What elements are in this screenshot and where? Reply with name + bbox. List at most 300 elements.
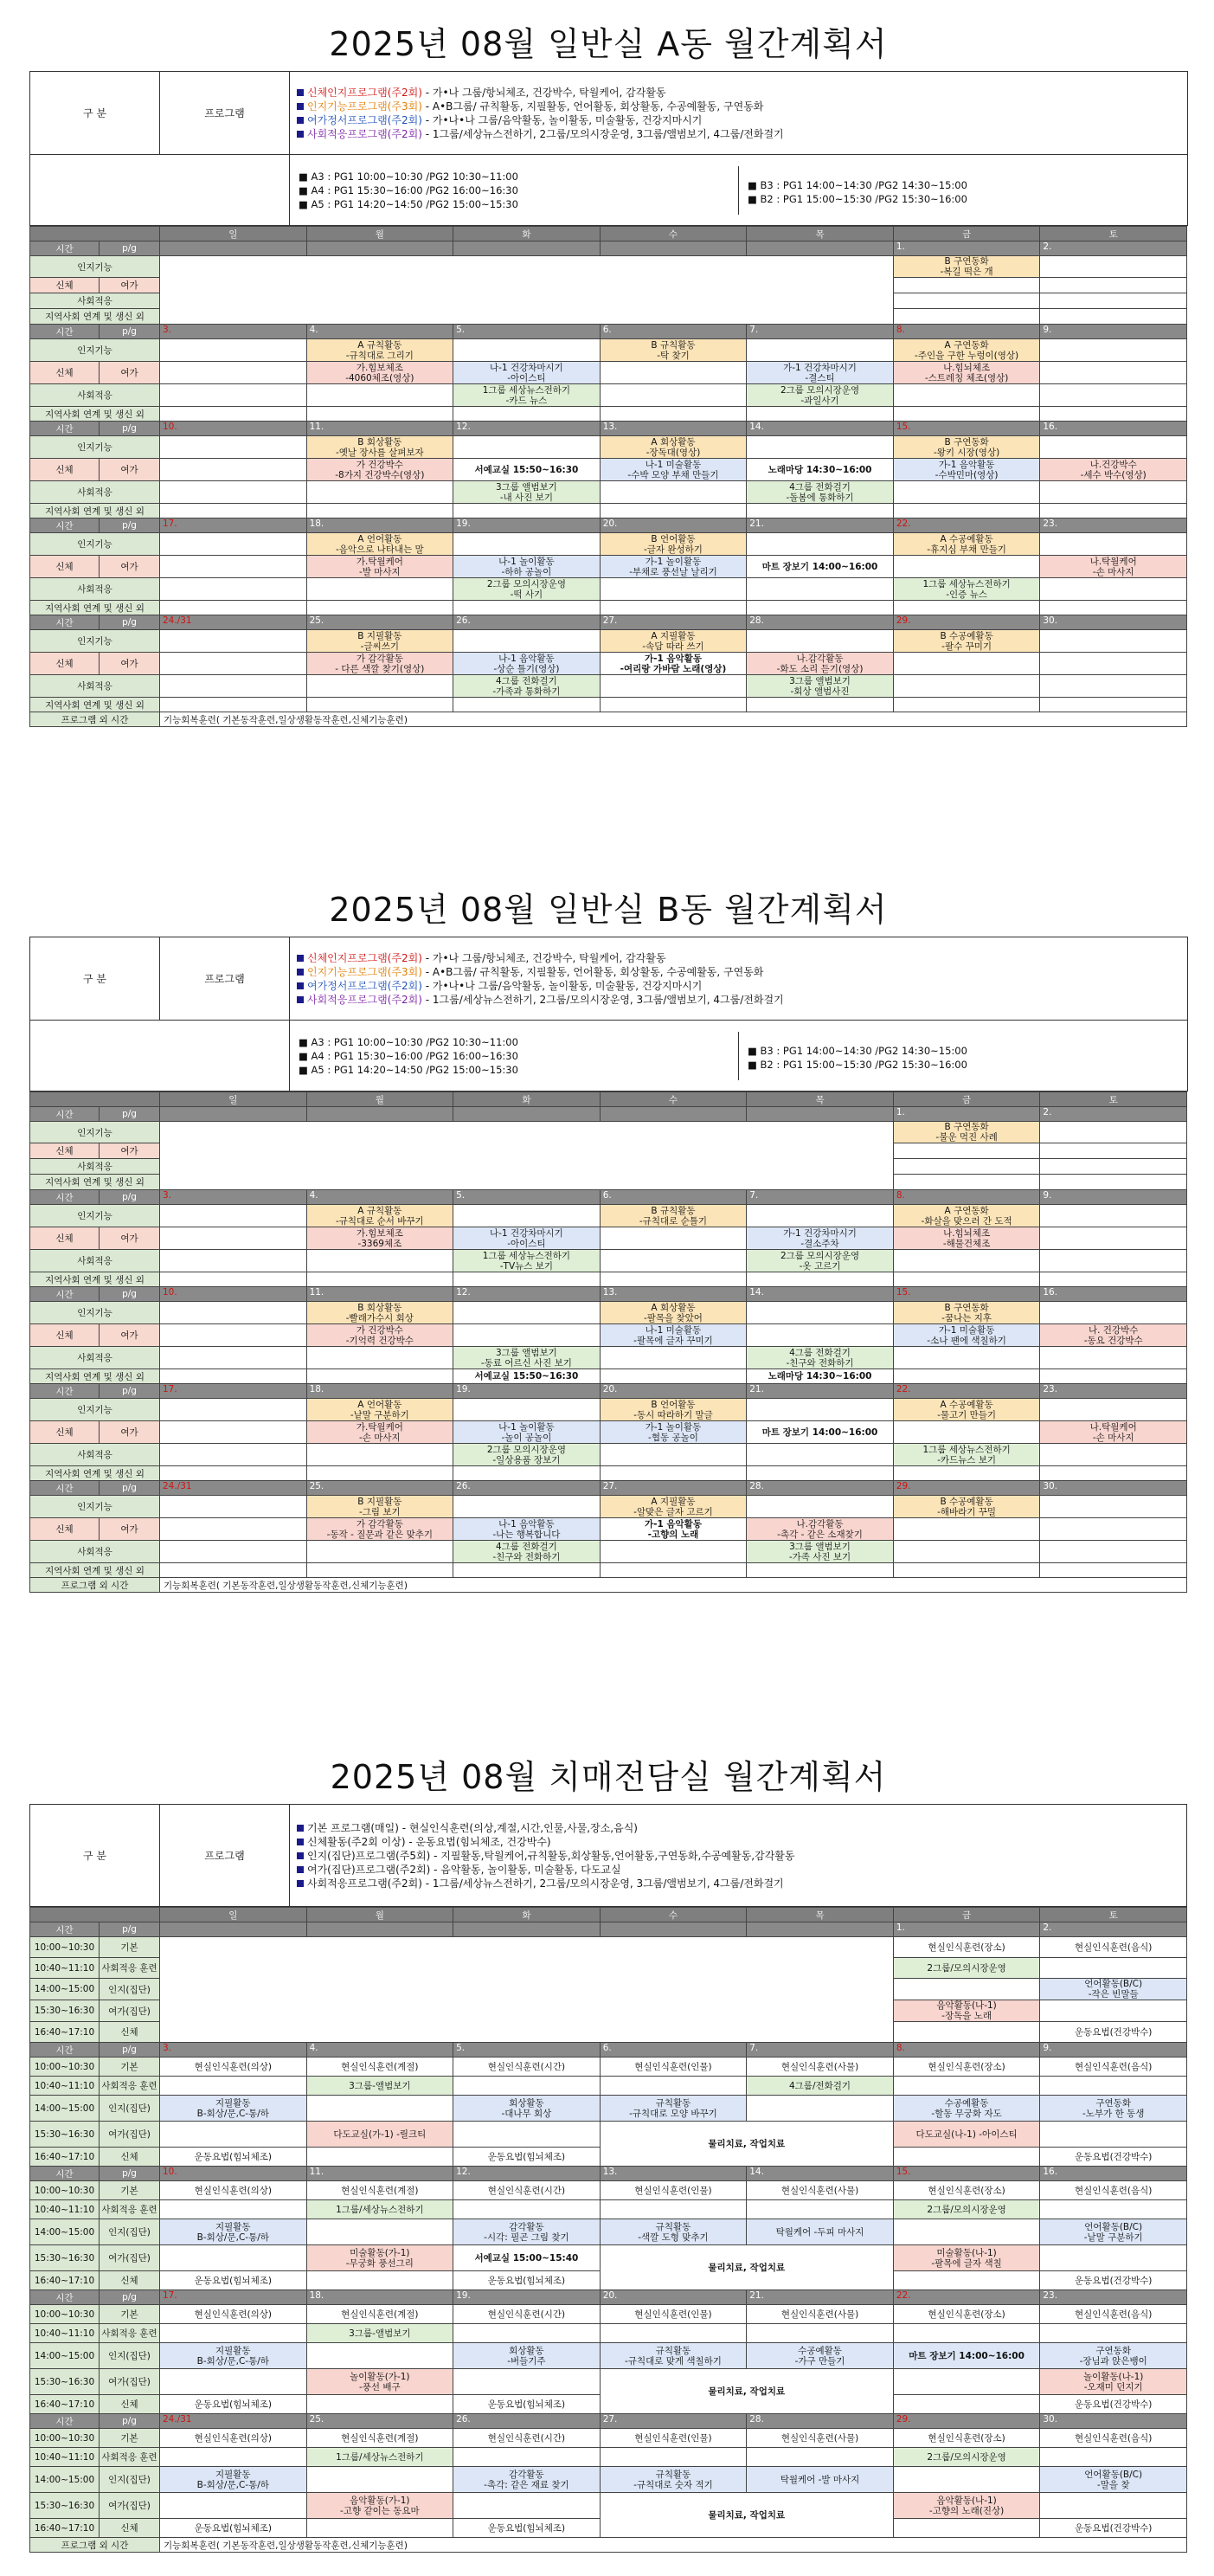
slot-time: 14:00~15:00	[30, 2343, 100, 2369]
schedule-row	[30, 1399, 1187, 1421]
schedule-cell	[453, 2493, 601, 2519]
row-label: 신체	[30, 459, 100, 481]
schedule-cell	[306, 2343, 453, 2369]
schedule-cell: 현실인식훈련(음식)	[1040, 2429, 1187, 2448]
schedule-cell: 현실인식훈련(의상)	[160, 2305, 307, 2324]
schedule-cell: 현실인식훈련(시간)	[453, 2429, 601, 2448]
schedule-row	[30, 1250, 1187, 1272]
schedule-cell	[600, 1369, 747, 1384]
day-name: 화	[453, 227, 601, 242]
schedule-cell	[747, 1272, 894, 1287]
slot-time: 16:40~17:10	[30, 2148, 100, 2167]
schedule-cell: 3그룹 앨범보기 -회상 앨범사진	[747, 675, 894, 698]
date-number: 26.	[453, 1481, 601, 1496]
schedule-cell: B 언어활동 -동시 따라하기 말글	[600, 1399, 747, 1421]
schedule-cell	[306, 384, 453, 407]
times-a	[290, 1032, 738, 1080]
row-label: 신체	[30, 1324, 100, 1347]
schedule-cell: 현실인식훈련(음식)	[1040, 2181, 1187, 2200]
schedule-cell: 운동요법(건강박수)	[1040, 2395, 1187, 2414]
legend-list	[290, 1805, 1187, 1907]
slot-label: 신체	[100, 2271, 160, 2290]
schedule-cell: 지필활동 B-회상/문,C-통/하	[160, 2219, 307, 2245]
slot-label: 기본	[100, 1937, 160, 1958]
date-number: 15.	[893, 422, 1040, 436]
date-number: 9.	[1040, 2043, 1187, 2058]
schedule-cell	[306, 1347, 453, 1369]
schedule-row	[30, 384, 1187, 407]
row-label: 인지기능	[30, 1399, 160, 1421]
schedule-cell	[747, 1205, 894, 1227]
schedule-cell: 운동요법(힘뇌체조)	[453, 2395, 601, 2414]
schedule-cell	[600, 362, 747, 384]
schedule-row	[30, 1369, 1187, 1384]
schedule-row	[30, 675, 1187, 698]
schedule-cell: 운동요법(건강박수)	[1040, 2022, 1187, 2043]
schedule-cell: 가.힘보체조 -4060체조(영상)	[306, 362, 453, 384]
date-number: 11.	[306, 2167, 453, 2181]
schedule-cell	[1040, 1227, 1187, 1250]
row-label: 인지기능	[30, 533, 160, 556]
schedule-row	[30, 459, 1187, 481]
week-separator	[30, 2414, 1187, 2429]
therapy-cell: 물리치료, 작업치료	[600, 2369, 893, 2414]
bullet-icon	[297, 117, 304, 124]
calendar-a	[29, 226, 1187, 727]
schedule-cell	[160, 2077, 307, 2096]
bullet-icon	[297, 955, 304, 962]
schedule-cell	[747, 1563, 894, 1578]
pg-label: p/g	[100, 1384, 160, 1399]
schedule-cell: 운동요법(힘뇌체조)	[160, 2271, 307, 2290]
schedule-cell: 가.탁월케어 -발 마사지	[306, 556, 453, 578]
date-number: 28.	[747, 1481, 894, 1496]
schedule-cell	[160, 1541, 307, 1563]
schedule-cell: 가-1 놀이활동 -협동 공놀이	[600, 1421, 747, 1444]
slot-time: 10:40~11:10	[30, 2200, 100, 2219]
legend-item	[297, 100, 1180, 113]
schedule-cell: 나.감각활동 -촉각 - 같은 소재찾기	[747, 1518, 894, 1541]
schedule-cell	[893, 2369, 1040, 2395]
schedule-cell	[600, 1541, 747, 1563]
schedule-cell: 나.힘뇌체조 -스트레칭 체조(영상)	[893, 362, 1040, 384]
schedule-cell	[893, 1369, 1040, 1384]
schedule-cell	[1040, 1518, 1187, 1541]
schedule-cell: A 구연동화 -주인을 구한 누렁이(영상)	[893, 339, 1040, 362]
legend-head: 사회적응프로그램(주2회)	[307, 993, 422, 1006]
legend-table	[29, 1804, 1187, 1907]
week-separator	[30, 422, 1187, 436]
schedule-row	[30, 2077, 1187, 2096]
schedule-cell: 가-1 음악활동 -고향의 노래	[600, 1518, 747, 1541]
schedule-cell	[160, 2200, 307, 2219]
schedule-cell: 현실인식훈련(장소)	[893, 2181, 1040, 2200]
time-label: 시간	[30, 2414, 100, 2429]
schedule-row	[30, 1496, 1187, 1518]
week-separator	[30, 2043, 1187, 2058]
schedule-cell	[893, 481, 1040, 504]
date-number: 4.	[306, 325, 453, 339]
time-line: ■ B3 : PG1 14:00~14:30 /PG2 14:30~15:00	[748, 178, 967, 191]
schedule-cell: 나-1 음악활동 -상순 틀기(영상)	[453, 653, 601, 675]
day-name: 토	[1040, 1908, 1187, 1922]
date-number: 2.	[1040, 1107, 1187, 1122]
schedule-cell: 2그룹 모의시장운영 -과일사기	[747, 384, 894, 407]
date-number: 13.	[600, 1287, 747, 1302]
schedule-cell: 구연동화 -장님과 앉은뱅이	[1040, 2343, 1187, 2369]
date-number: 16.	[1040, 422, 1187, 436]
week-separator	[30, 1922, 1187, 1937]
schedule-cell	[747, 698, 894, 712]
therapy-cell: 물리치료, 작업치료	[600, 2122, 893, 2167]
schedule-cell	[160, 2369, 307, 2395]
date-number: 22.	[893, 2290, 1040, 2305]
time-line: ■ A4 : PG1 15:30~16:00 /PG2 16:00~16:30	[299, 1049, 518, 1062]
date-number: 28.	[747, 615, 894, 630]
banner	[160, 256, 894, 325]
schedule-row	[30, 2096, 1187, 2122]
schedule-row	[30, 407, 1187, 422]
schedule-cell	[893, 1272, 1040, 1287]
slot-time: 10:40~11:10	[30, 2448, 100, 2467]
time-line: ■ A5 : PG1 14:20~14:50 /PG2 15:00~15:30	[299, 197, 518, 210]
schedule-row	[30, 2219, 1187, 2245]
schedule-cell	[1040, 1272, 1187, 1287]
date-number: 5.	[453, 2043, 601, 2058]
schedule-cell	[160, 1421, 307, 1444]
schedule-cell: 현실인식훈련(사물)	[747, 2305, 894, 2324]
schedule-cell: 가 감각활동 - 다른 색깔 찾기(영상)	[306, 653, 453, 675]
schedule-cell: B 구연동화 -꿈나는 지후	[893, 1302, 1040, 1324]
slot-label: 사회적응 훈련	[100, 1958, 160, 1979]
schedule-cell	[1040, 362, 1187, 384]
schedule-cell	[893, 675, 1040, 698]
row-sublabel: 여가	[100, 362, 160, 384]
schedule-cell: B 수공예활동 -해바라기 꾸밀	[893, 1496, 1040, 1518]
date-number: 22.	[893, 1384, 1040, 1399]
row-label: 사회적응	[30, 1347, 160, 1369]
schedule-cell	[1040, 278, 1187, 293]
schedule-cell	[306, 1563, 453, 1578]
schedule-cell: 4그룹 전화걸기 -돌봄에 통화하기	[747, 481, 894, 504]
legend-item	[297, 113, 1180, 127]
schedule-row	[30, 481, 1187, 504]
schedule-cell	[1040, 293, 1187, 309]
row-label: 인지기능	[30, 436, 160, 459]
row-sublabel: 여가	[100, 1227, 160, 1250]
day-name: 일	[160, 227, 307, 242]
date-number: 12.	[453, 1287, 601, 1302]
week-separator	[30, 1287, 1187, 1302]
pg-label: p/g	[100, 2414, 160, 2429]
schedule-cell: 나-1 건강차마시기 -아이스티	[453, 362, 601, 384]
row-sublabel: 여가	[100, 459, 160, 481]
schedule-row	[30, 436, 1187, 459]
date-number: 10.	[160, 2167, 307, 2181]
schedule-row	[30, 1466, 1187, 1481]
schedule-cell: 가-1 음악활동 -여리랑 가바람 노래(영상)	[600, 653, 747, 675]
week-separator	[30, 1384, 1187, 1399]
schedule-cell: 음악활동(나-1) -고향의 노래(진상)	[893, 2493, 1040, 2519]
schedule-cell	[306, 1369, 453, 1384]
sheet-a	[29, 17, 1187, 727]
schedule-cell	[306, 2148, 453, 2167]
legend-desc: 사회적응프로그램(주2회) - 1그룹/세상뉴스전하기, 2그룹/모의시장운영, 3그룹/앨범보기, 4그룹/전화걸기	[307, 1877, 784, 1890]
legend-head: 신체인지프로그램(주2회)	[307, 86, 422, 99]
date-number: 27.	[600, 1481, 747, 1496]
schedule-cell: 현실인식훈련(계절)	[306, 2429, 453, 2448]
date-number: 12.	[453, 422, 601, 436]
date-number: 7.	[747, 325, 894, 339]
banner	[160, 1122, 894, 1190]
schedule-cell	[893, 384, 1040, 407]
schedule-cell	[453, 339, 601, 362]
slot-label: 기본	[100, 2305, 160, 2324]
date-number: 18.	[306, 2290, 453, 2305]
date-number: 6.	[600, 1190, 747, 1205]
date-number: 28.	[747, 2414, 894, 2429]
schedule-cell	[1040, 1444, 1187, 1466]
schedule-cell: 2그룹/모의시장운영	[893, 2200, 1040, 2219]
schedule-cell: 놀이활동(나-1) -오재미 던지기	[1040, 2369, 1187, 2395]
pg-label: p/g	[100, 422, 160, 436]
schedule-cell: 가-1 건강차마시기 -결소주차	[747, 1227, 894, 1250]
schedule-cell	[747, 2324, 894, 2343]
date-number: 21.	[747, 2290, 894, 2305]
legend-table	[29, 71, 1188, 226]
schedule-cell	[1040, 436, 1187, 459]
page-title: 2025년 08월 일반실 A동 월간계획서	[329, 25, 888, 63]
schedule-cell: A 언어활동 -낱말 구분하기	[306, 1399, 453, 1421]
schedule-cell: 1그룹/세상뉴스전하기	[306, 2448, 453, 2467]
schedule-cell: 현실인식훈련(의상)	[160, 2058, 307, 2077]
schedule-cell: 현실인식훈련(사물)	[747, 2429, 894, 2448]
schedule-cell	[893, 1143, 1040, 1159]
schedule-cell	[306, 2271, 453, 2290]
date-number: 14.	[747, 2167, 894, 2181]
time-label: 시간	[30, 1287, 100, 1302]
row-label: 지역사회 연계 및 생신 외	[30, 1369, 160, 1384]
time-line: ■ B2 : PG1 15:00~15:30 /PG2 15:30~16:00	[748, 1058, 967, 1071]
schedule-cell	[1040, 2077, 1187, 2096]
date-number: 19.	[453, 2290, 601, 2305]
schedule-row	[30, 2429, 1187, 2448]
schedule-row	[30, 2058, 1187, 2077]
time-label: 시간	[30, 1190, 100, 1205]
schedule-cell: 가 건강박수 -기억력 건강박수	[306, 1324, 453, 1347]
slot-label: 기본	[100, 2181, 160, 2200]
legend-desc: 인지(집단)프로그램(주5회) - 지필활동,탁월케어,규칙활동,회상활동,언어활동,구연동화,수공예활동,감각활동	[307, 1849, 795, 1862]
day-header	[30, 1092, 1187, 1107]
date-number: 2.	[1040, 242, 1187, 256]
time-line: ■ B3 : PG1 14:00~14:30 /PG2 14:30~15:00	[748, 1044, 967, 1057]
week-separator	[30, 615, 1187, 630]
schedule-cell	[1040, 698, 1187, 712]
schedule-cell: A 구연동화 -화살을 맞으러 간 도적	[893, 1205, 1040, 1227]
schedule-cell: B 지필활동 -글씨쓰기	[306, 630, 453, 653]
date-number: 8.	[893, 325, 1040, 339]
bullet-icon	[297, 1866, 304, 1873]
row-label: 지역사회 연계 및 생신 외	[30, 1563, 160, 1578]
slot-label: 여가(집단)	[100, 2122, 160, 2148]
schedule-row	[30, 1421, 1187, 1444]
date-number: 19.	[453, 518, 601, 533]
day-name: 일	[160, 1908, 307, 1922]
schedule-cell: 규칙활동 -규칙대로 맞게 색칠하기	[600, 2343, 747, 2369]
row-label: 지역사회 연계 및 생신 외	[30, 601, 160, 615]
schedule-cell	[1040, 1541, 1187, 1563]
schedule-cell: 나.건강박수 -세수 박수(영상)	[1040, 459, 1187, 481]
date-number: 8.	[893, 1190, 1040, 1205]
schedule-cell	[453, 2369, 601, 2395]
schedule-cell: 감각활동 -촉각: 같은 재료 찾기	[453, 2467, 601, 2493]
schedule-row	[30, 1937, 1187, 1958]
slot-time: 14:00~15:00	[30, 2096, 100, 2122]
date-number: 1.	[893, 242, 1040, 256]
slot-time: 10:00~10:30	[30, 2181, 100, 2200]
week-separator	[30, 1481, 1187, 1496]
schedule-cell: 가 건강박수 -8가지 건강박수(영상)	[306, 459, 453, 481]
schedule-cell	[160, 339, 307, 362]
pg-label: p/g	[100, 518, 160, 533]
bullet-icon	[297, 103, 304, 110]
calendar-c	[29, 1907, 1187, 2553]
schedule-cell	[453, 2448, 601, 2467]
schedule-cell	[1040, 1205, 1187, 1227]
row-label: 신체	[30, 1518, 100, 1541]
schedule-cell: 운동요법(건강박수)	[1040, 2148, 1187, 2167]
row-label: 사회적응	[30, 481, 160, 504]
slot-label: 여가(집단)	[100, 2000, 160, 2022]
schedule-cell	[160, 384, 307, 407]
day-name: 화	[453, 1908, 601, 1922]
date-number: 16.	[1040, 1287, 1187, 1302]
schedule-cell	[160, 698, 307, 712]
time-line: ■ B2 : PG1 15:00~15:30 /PG2 15:30~16:00	[748, 192, 967, 205]
schedule-cell: 언어활동(B/C) -말을 찾	[1040, 2467, 1187, 2493]
schedule-cell: 현실인식훈련(시간)	[453, 2305, 601, 2324]
schedule-cell	[747, 2448, 894, 2467]
week-separator	[30, 518, 1187, 533]
schedule-cell	[160, 1399, 307, 1421]
slot-time: 15:30~16:30	[30, 2369, 100, 2395]
day-name: 금	[893, 1092, 1040, 1107]
row-label: 신체	[30, 653, 100, 675]
schedule-cell	[893, 2022, 1040, 2043]
schedule-cell	[160, 578, 307, 601]
schedule-cell: 지필활동 B-회상/문,C-통/하	[160, 2343, 307, 2369]
schedule-cell: 구연동화 -노부가 한 동생	[1040, 2096, 1187, 2122]
slot-time: 15:30~16:30	[30, 2000, 100, 2022]
legend-item	[297, 979, 1180, 993]
schedule-cell: 탁월케어 -두피 마사지	[747, 2219, 894, 2245]
schedule-cell: 현실인식훈련(인물)	[600, 2058, 747, 2077]
slot-label: 신체	[100, 2022, 160, 2043]
schedule-cell	[1040, 601, 1187, 615]
row-label: 지역사회 연계 및 생신 외	[30, 1272, 160, 1287]
schedule-cell: 현실인식훈련(시간)	[453, 2181, 601, 2200]
schedule-row	[30, 339, 1187, 362]
schedule-cell	[600, 2200, 747, 2219]
schedule-cell: A 지필활동 -속담 따라 쓰기	[600, 630, 747, 653]
legend-item	[297, 1863, 1179, 1877]
week-separator	[30, 1190, 1187, 1205]
schedule-cell	[893, 653, 1040, 675]
time-label: 시간	[30, 2043, 100, 2058]
footer-label: 프로그램 외 시간	[30, 712, 160, 727]
schedule-cell	[600, 698, 747, 712]
row-label: 사회적응	[30, 293, 160, 309]
schedule-row	[30, 1324, 1187, 1347]
row-label: 인지기능	[30, 339, 160, 362]
row-label: 신체	[30, 1227, 100, 1250]
bullet-icon	[297, 131, 304, 138]
schedule-cell	[893, 2271, 1040, 2290]
schedule-cell	[453, 1302, 601, 1324]
schedule-cell	[893, 2324, 1040, 2343]
page-title: 2025년 08월 치매전담실 월간계획서	[330, 1758, 887, 1796]
legend-list	[290, 937, 1188, 1021]
schedule-cell	[160, 1466, 307, 1481]
schedule-cell	[600, 675, 747, 698]
date-number: 21.	[747, 1384, 894, 1399]
schedule-cell: 언어활동(B/C) -작은 빈말들	[1040, 1979, 1187, 2000]
schedule-cell	[747, 1302, 894, 1324]
date-number: 30.	[1040, 615, 1187, 630]
slot-label: 인지(집단)	[100, 1979, 160, 2000]
date-number: 29.	[893, 1481, 1040, 1496]
program-label: 프로그램	[160, 1805, 290, 1907]
schedule-cell	[1040, 2200, 1187, 2219]
bullet-icon	[297, 969, 304, 976]
date-number: 22.	[893, 518, 1040, 533]
sheet-b	[29, 883, 1187, 1593]
schedule-cell	[160, 481, 307, 504]
schedule-row	[30, 630, 1187, 653]
schedule-cell	[1040, 1958, 1187, 1979]
schedule-cell	[600, 2077, 747, 2096]
schedule-row	[30, 2305, 1187, 2324]
date-number: 4.	[306, 2043, 453, 2058]
row-label: 지역사회 연계 및 생신 외	[30, 407, 160, 422]
schedule-cell	[160, 556, 307, 578]
schedule-cell	[160, 436, 307, 459]
schedule-cell: 현실인식훈련(인물)	[600, 2429, 747, 2448]
schedule-cell	[160, 407, 307, 422]
slot-time: 16:40~17:10	[30, 2271, 100, 2290]
schedule-cell: 감각활동 -시각: 필곤 그림 찾기	[453, 2219, 601, 2245]
schedule-cell: 2그룹/모의시장운영	[893, 2448, 1040, 2467]
schedule-cell	[306, 1541, 453, 1563]
schedule-cell	[747, 1324, 894, 1347]
schedule-cell	[1040, 384, 1187, 407]
row-label: 지역사회 연계 및 생신 외	[30, 309, 160, 325]
schedule-row	[30, 2200, 1187, 2219]
schedule-cell	[1040, 407, 1187, 422]
schedule-cell: 현실인식훈련(의상)	[160, 2181, 307, 2200]
slot-label: 기본	[100, 2058, 160, 2077]
schedule-cell	[893, 293, 1040, 309]
schedule-cell	[1040, 1466, 1187, 1481]
schedule-cell	[160, 1205, 307, 1227]
legend-desc: - A•B그룹/ 규칙활동, 지필활동, 언어활동, 회상활동, 수공예활동, 구연동화	[421, 965, 764, 978]
schedule-cell	[893, 2219, 1040, 2245]
slot-time: 16:40~17:10	[30, 2519, 100, 2538]
schedule-row	[30, 653, 1187, 675]
date-number: 30.	[1040, 1481, 1187, 1496]
schedule-cell: B 회상활동 -옛날 장사를 살펴보자	[306, 436, 453, 459]
slot-label: 신체	[100, 2395, 160, 2414]
